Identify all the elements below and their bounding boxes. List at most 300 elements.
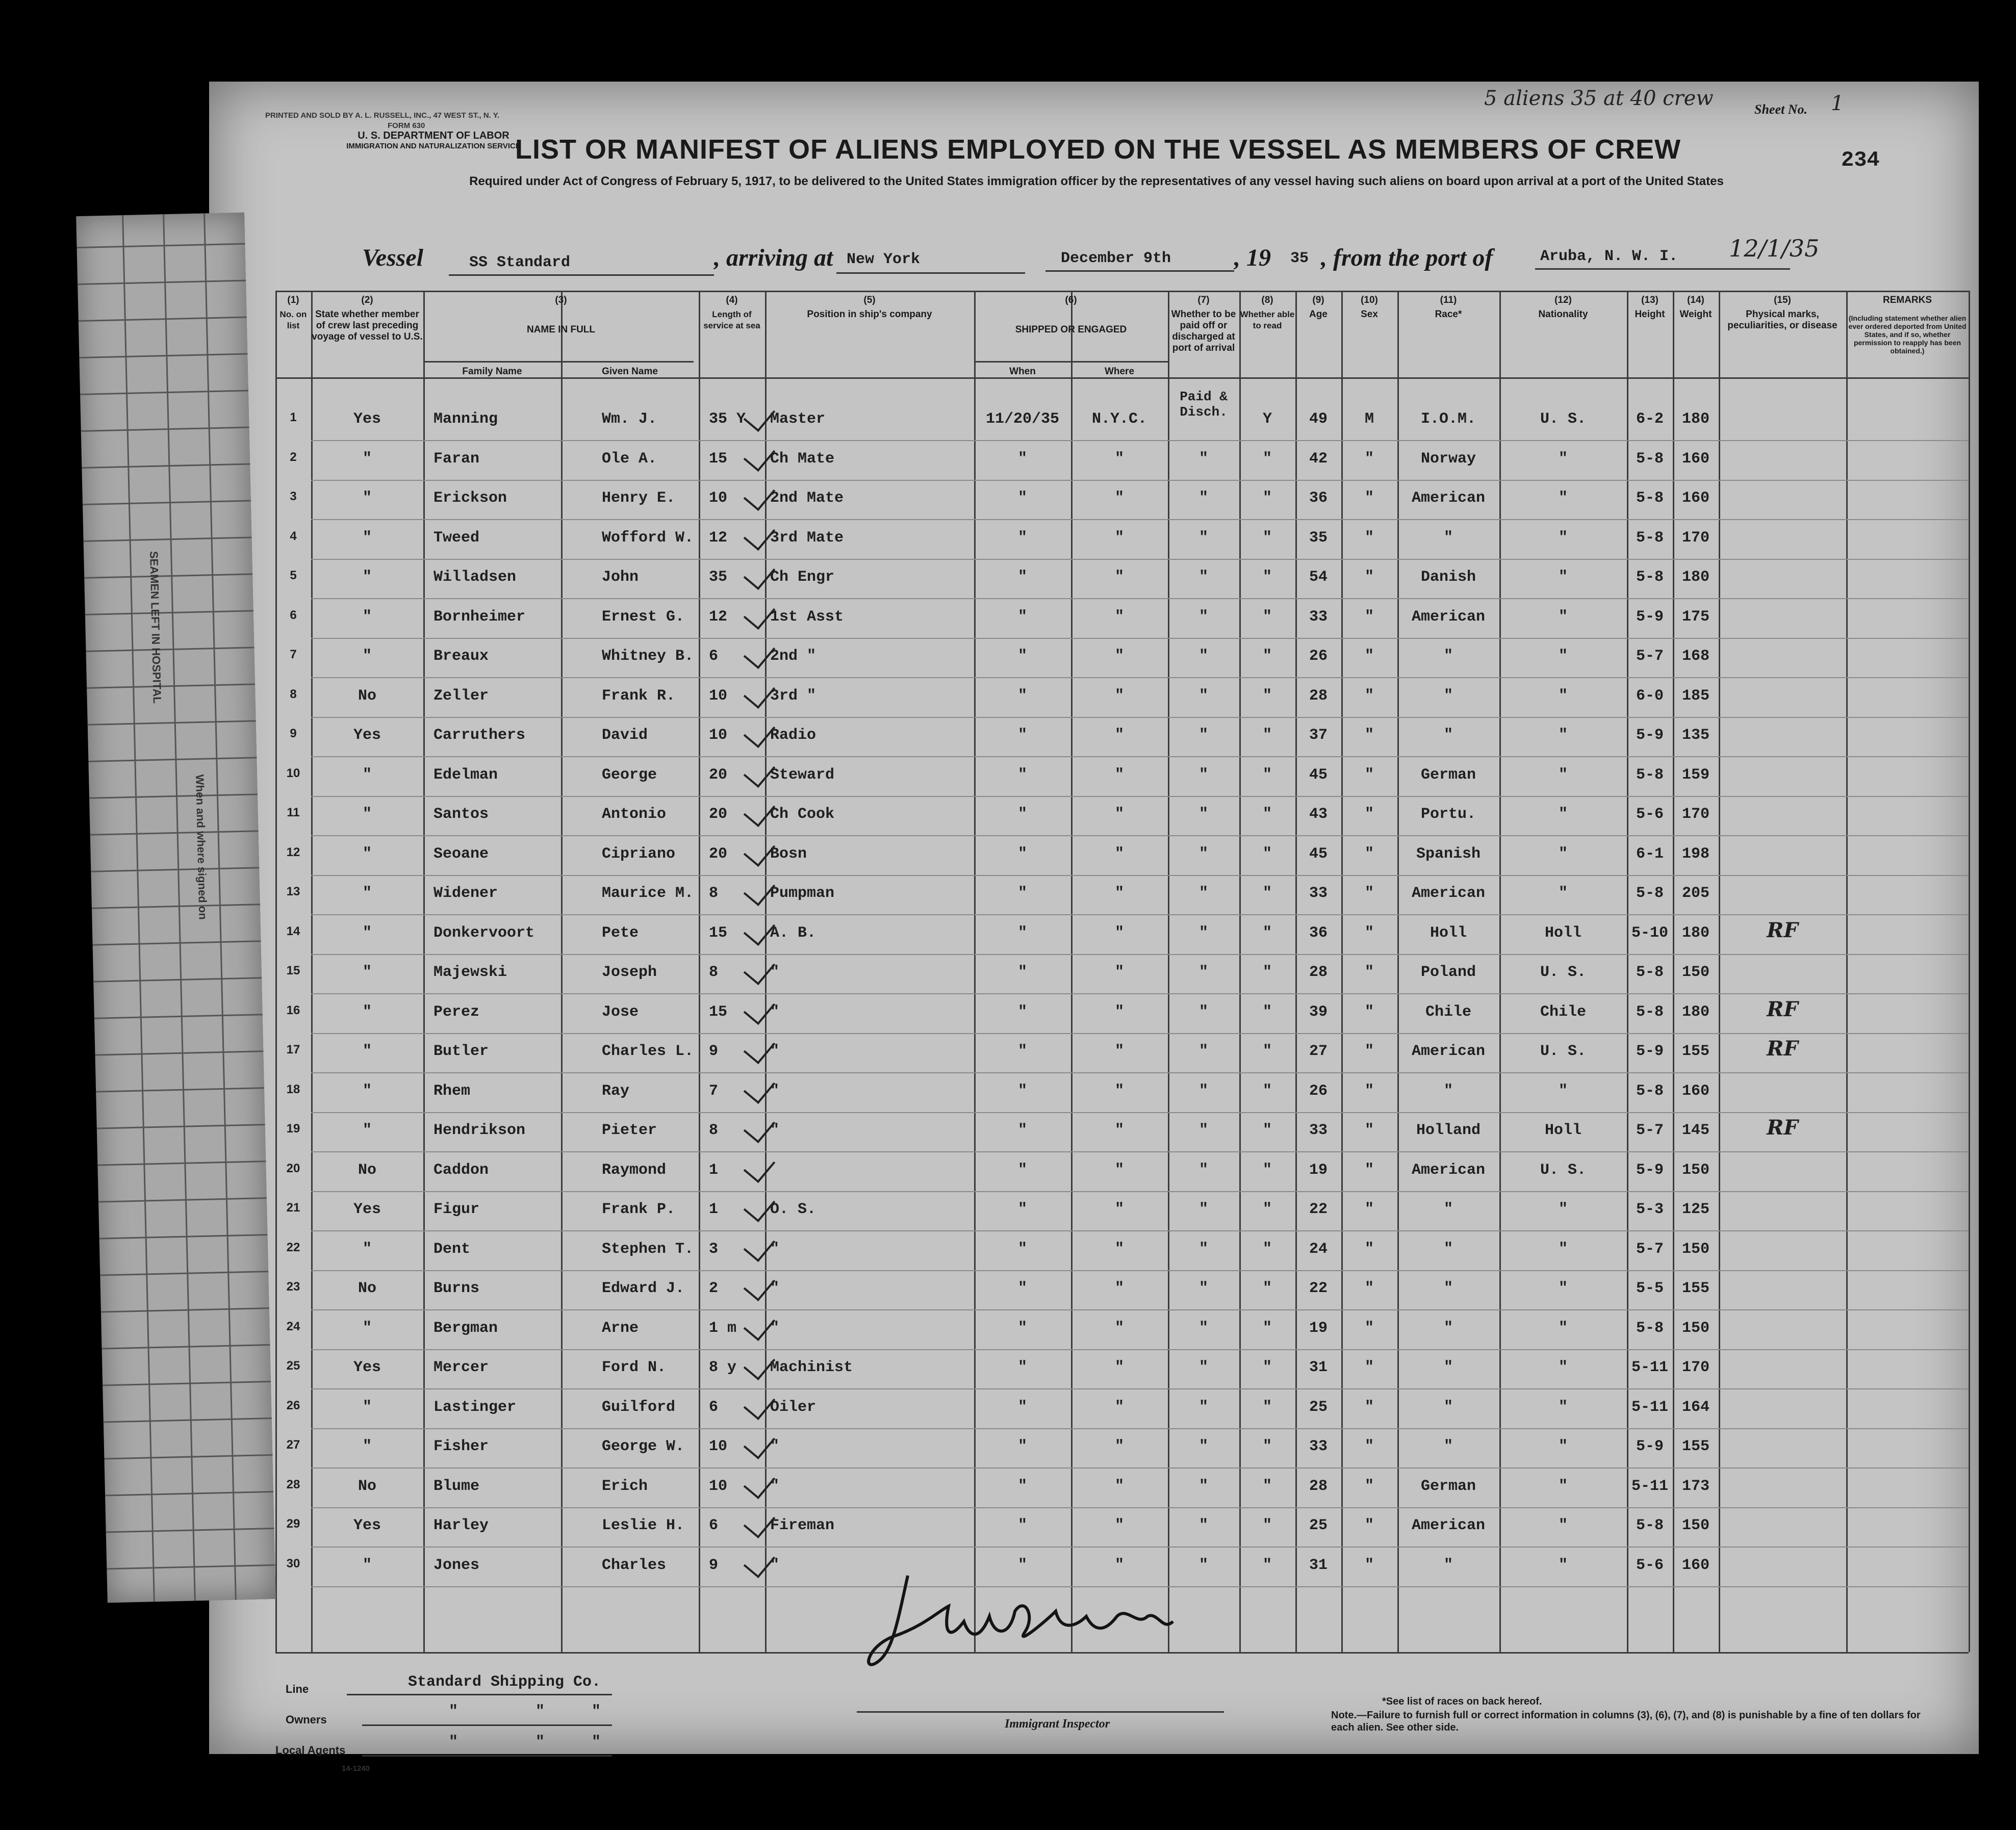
row-1-service: 35 Y (709, 410, 746, 428)
row-3-no: 3 (290, 489, 297, 503)
row-22-age: 24 (1309, 1240, 1328, 1258)
row-15-when: " (1017, 964, 1027, 981)
row-16-height: 5-8 (1636, 1003, 1664, 1021)
row-2-sex: " (1364, 450, 1374, 468)
row-16-nat: Chile (1540, 1003, 1586, 1021)
row-2-where: " (1114, 450, 1124, 468)
row-17-height: 5-9 (1636, 1043, 1664, 1060)
row-13-height: 5-8 (1636, 885, 1664, 902)
arrival-year: 35 (1290, 250, 1309, 267)
owners-label: Owners (286, 1713, 327, 1726)
row-12-no: 12 (286, 845, 300, 859)
row-15-no: 15 (286, 964, 300, 977)
row-28-service: 10 (709, 1477, 728, 1495)
row-10-read: " (1262, 766, 1272, 784)
row-23-when: " (1017, 1280, 1027, 1297)
row-11-where: " (1114, 806, 1124, 823)
row-4-race: " (1443, 529, 1453, 547)
row-11-paid: " (1198, 806, 1208, 823)
column-number-15: (15) (1774, 295, 1791, 305)
row-14-marks: RF (1767, 918, 1798, 942)
row-27-age: 33 (1309, 1438, 1328, 1455)
row-19-where: " (1114, 1122, 1124, 1139)
column-header-7: Whether to be paid off or discharged at port of arrival (1171, 309, 1236, 353)
row-3-paid: " (1198, 489, 1208, 507)
row-15-position: " (770, 964, 780, 981)
row-14-weight: 180 (1681, 924, 1709, 942)
row-11-weight: 170 (1681, 806, 1709, 823)
row-22-position: " (770, 1240, 780, 1258)
row-1-read: Y (1262, 410, 1272, 428)
row-19-when: " (1017, 1122, 1027, 1139)
column-number-2: (2) (361, 295, 373, 305)
row-27-height: 5-9 (1636, 1438, 1664, 1455)
row-8-age: 28 (1309, 687, 1328, 705)
row-27-given: George W. (602, 1438, 685, 1455)
row-22-weight: 150 (1681, 1240, 1709, 1258)
row-5-age: 54 (1309, 569, 1328, 586)
row-16-marks: RF (1767, 997, 1798, 1021)
row-20-family: Caddon (433, 1161, 489, 1179)
row-26-no: 26 (286, 1398, 300, 1412)
row-20-height: 5-9 (1636, 1161, 1664, 1179)
row-12-sex: " (1364, 845, 1374, 863)
row-9-height: 5-9 (1636, 727, 1664, 744)
stub-signed-label: When and where signed on (193, 774, 210, 920)
page-stamp: 234 (1841, 148, 1880, 172)
row-24-race: " (1443, 1319, 1453, 1337)
row-26-paid: " (1198, 1398, 1208, 1416)
row-25-sex: " (1364, 1359, 1374, 1376)
row-14-nat: Holl (1544, 924, 1581, 942)
races-note: *See list of races on back hereof. (1382, 1696, 1542, 1707)
row-16-read: " (1262, 1003, 1272, 1021)
row-16-where: " (1114, 1003, 1124, 1021)
row-21-nat: " (1558, 1201, 1568, 1218)
column-number-7: (7) (1197, 295, 1210, 305)
row-20-sex: " (1364, 1161, 1374, 1179)
handwritten-crew-count: 5 aliens 35 at 40 crew (1484, 87, 1714, 110)
printer-line: PRINTED AND SOLD BY A. L. RUSSELL, INC., 47 WEST ST., N. Y. (265, 111, 500, 120)
row-16-age: 39 (1309, 1003, 1328, 1021)
row-21-weight: 125 (1681, 1201, 1709, 1218)
row-9-given: David (602, 727, 648, 744)
row-3-family: Erickson (433, 489, 507, 507)
row-12-read: " (1262, 845, 1272, 863)
row-7-position: 2nd " (770, 648, 816, 665)
row-7-weight: 168 (1681, 648, 1709, 665)
row-26-sex: " (1364, 1398, 1374, 1416)
row-26-given: Guilford (602, 1398, 676, 1416)
row-2-family: Faran (433, 450, 480, 468)
agents-label: Local Agents (275, 1744, 346, 1757)
row-15-age: 28 (1309, 964, 1328, 981)
row-22-race: " (1443, 1240, 1453, 1258)
row-7-age: 26 (1309, 648, 1328, 665)
row-12-height: 6-1 (1636, 845, 1664, 863)
row-15-given: Joseph (602, 964, 657, 981)
line-label: Line (286, 1683, 309, 1695)
remarks-detail: (Including statement whether alien ever ordered deported from United States, and if so, whether permission to reapply has been obtained.) (1848, 314, 1967, 355)
row-30-service: 9 (709, 1556, 719, 1574)
row-11-read: " (1262, 806, 1272, 823)
row-25-nat: " (1558, 1359, 1568, 1376)
row-17-when: " (1017, 1043, 1027, 1060)
row-24-no: 24 (286, 1319, 300, 1333)
row-17-given: Charles L. (602, 1043, 694, 1060)
line-company: Standard Shipping Co. (408, 1673, 601, 1691)
row-18-paid: " (1198, 1082, 1208, 1100)
row-4-weight: 170 (1681, 529, 1709, 547)
row-9-prev: Yes (353, 727, 381, 744)
row-7-prev: " (362, 648, 372, 665)
row-27-prev: " (362, 1438, 372, 1455)
row-27-family: Fisher (433, 1438, 489, 1455)
row-12-when: " (1017, 845, 1027, 863)
row-14-read: " (1262, 924, 1272, 942)
row-18-position: " (770, 1082, 780, 1100)
row-22-service: 3 (709, 1240, 719, 1258)
row-8-service: 10 (709, 687, 728, 705)
row-23-where: " (1114, 1280, 1124, 1297)
row-5-prev: " (362, 569, 372, 586)
column-number-10: (10) (1361, 295, 1378, 305)
row-30-family: Jones (433, 1556, 480, 1574)
row-23-paid: " (1198, 1280, 1208, 1297)
row-16-family: Perez (433, 1003, 480, 1021)
given-name-header: Given Name (602, 366, 658, 377)
row-30-prev: " (362, 1556, 372, 1574)
row-11-sex: " (1364, 806, 1374, 823)
row-4-paid: " (1198, 529, 1208, 547)
row-1-when: 11/20/35 (985, 410, 1060, 428)
row-5-given: John (602, 569, 639, 586)
row-3-race: American (1411, 489, 1486, 507)
row-23-age: 22 (1309, 1280, 1328, 1297)
row-28-weight: 173 (1681, 1477, 1709, 1495)
row-9-sex: " (1364, 727, 1374, 744)
row-6-when: " (1017, 608, 1027, 626)
row-3-service: 10 (709, 489, 728, 507)
row-15-height: 5-8 (1636, 964, 1664, 981)
row-28-family: Blume (433, 1477, 480, 1495)
row-30-race: " (1443, 1556, 1453, 1574)
row-25-weight: 170 (1681, 1359, 1709, 1376)
row-12-where: " (1114, 845, 1124, 863)
row-18-read: " (1262, 1082, 1272, 1100)
row-11-service: 20 (709, 806, 728, 823)
row-2-nat: " (1558, 450, 1568, 468)
row-23-family: Burns (433, 1280, 480, 1297)
sheet-label: Sheet No. (1754, 102, 1807, 117)
row-27-nat: " (1558, 1438, 1568, 1455)
column-number-14: (14) (1687, 295, 1704, 305)
row-28-read: " (1262, 1477, 1272, 1495)
row-21-read: " (1262, 1201, 1272, 1218)
row-5-position: Ch Engr (770, 569, 835, 586)
manifest-sheet (209, 82, 1979, 1773)
row-17-where: " (1114, 1043, 1124, 1060)
row-21-age: 22 (1309, 1201, 1328, 1218)
row-20-when: " (1017, 1161, 1027, 1179)
row-4-sex: " (1364, 529, 1374, 547)
owners-ditto-2: " (535, 1703, 545, 1720)
row-11-when: " (1017, 806, 1027, 823)
row-26-prev: " (362, 1398, 372, 1416)
row-1-prev: Yes (353, 410, 381, 428)
row-4-where: " (1114, 529, 1124, 547)
row-2-read: " (1262, 450, 1272, 468)
family-name-header: Family Name (462, 366, 522, 377)
row-3-height: 5-8 (1636, 489, 1664, 507)
department-name: U. S. DEPARTMENT OF LABOR (358, 130, 509, 141)
row-18-race: " (1443, 1082, 1453, 1100)
stub-hospital-label: SEAMEN LEFT IN HOSPITAL (147, 551, 164, 704)
row-22-nat: " (1558, 1240, 1568, 1258)
column-number-13: (13) (1641, 295, 1658, 305)
row-24-where: " (1114, 1319, 1124, 1337)
row-25-position: Machinist (770, 1359, 853, 1376)
inspector-signature (862, 1560, 1178, 1683)
row-21-when: " (1017, 1201, 1027, 1218)
row-23-sex: " (1364, 1280, 1374, 1297)
arriving-port: New York (847, 251, 921, 268)
row-25-family: Mercer (433, 1359, 489, 1376)
row-18-age: 26 (1309, 1082, 1328, 1100)
row-2-when: " (1017, 450, 1027, 468)
row-10-paid: " (1198, 766, 1208, 784)
row-25-age: 31 (1309, 1359, 1328, 1376)
row-28-height: 5-11 (1631, 1477, 1668, 1495)
row-13-sex: " (1364, 885, 1374, 902)
row-5-sex: " (1364, 569, 1374, 586)
row-8-paid: " (1198, 687, 1208, 705)
row-29-where: " (1114, 1517, 1124, 1534)
row-7-race: " (1443, 648, 1453, 665)
row-17-service: 9 (709, 1043, 719, 1060)
agents-ditto-1: " (449, 1734, 458, 1751)
row-4-given: Wofford W. (602, 529, 694, 547)
row-21-height: 5-3 (1636, 1201, 1664, 1218)
row-22-no: 22 (286, 1240, 300, 1254)
row-12-weight: 198 (1681, 845, 1709, 863)
row-15-sex: " (1364, 964, 1374, 981)
row-30-height: 5-6 (1636, 1556, 1664, 1574)
row-23-height: 5-5 (1636, 1280, 1664, 1297)
row-19-position: " (770, 1122, 780, 1139)
row-12-prev: " (362, 845, 372, 863)
row-17-paid: " (1198, 1043, 1208, 1060)
row-22-read: " (1262, 1240, 1272, 1258)
row-2-race: Norway (1420, 450, 1476, 468)
column-header-14: Weight (1679, 309, 1712, 320)
row-5-read: " (1262, 569, 1272, 586)
row-19-nat: Holl (1544, 1122, 1581, 1139)
departure-port: Aruba, N. W. I. (1540, 248, 1678, 265)
row-6-paid: " (1198, 608, 1208, 626)
row-22-height: 5-7 (1636, 1240, 1664, 1258)
row-7-family: Breaux (433, 648, 489, 665)
row-7-no: 7 (290, 648, 297, 661)
row-4-height: 5-8 (1636, 529, 1664, 547)
column-number-6: (6) (1065, 295, 1077, 305)
row-14-age: 36 (1309, 924, 1328, 942)
row-1-position: Master (770, 410, 826, 428)
row-13-nat: " (1558, 885, 1568, 902)
row-17-prev: " (362, 1043, 372, 1060)
row-18-prev: " (362, 1082, 372, 1100)
inspector-label: Immigrant Inspector (1005, 1717, 1110, 1731)
row-22-given: Stephen T. (602, 1240, 694, 1258)
row-15-family: Majewski (433, 964, 507, 981)
row-26-read: " (1262, 1398, 1272, 1416)
row-19-given: Pieter (602, 1122, 657, 1139)
row-1-nat: U. S. (1540, 410, 1586, 428)
row-22-when: " (1017, 1240, 1027, 1258)
column-header-8: Whether able to read (1240, 310, 1295, 330)
row-22-sex: " (1364, 1240, 1374, 1258)
row-23-service: 2 (709, 1280, 719, 1297)
row-1-race: I.O.M. (1420, 410, 1476, 428)
row-13-where: " (1114, 885, 1124, 902)
row-8-family: Zeller (433, 687, 489, 705)
row-14-family: Donkervoort (433, 924, 535, 942)
row-14-sex: " (1364, 924, 1374, 942)
row-19-weight: 145 (1681, 1122, 1709, 1139)
row-6-family: Bornheimer (433, 608, 526, 626)
row-26-service: 6 (709, 1398, 719, 1416)
row-19-no: 19 (286, 1122, 300, 1136)
row-29-age: 25 (1309, 1517, 1328, 1534)
row-27-weight: 155 (1681, 1438, 1709, 1455)
row-17-sex: " (1364, 1043, 1374, 1060)
row-18-where: " (1114, 1082, 1124, 1100)
row-13-read: " (1262, 885, 1272, 902)
row-18-weight: 160 (1681, 1082, 1709, 1100)
row-10-prev: " (362, 766, 372, 784)
row-28-nat: " (1558, 1477, 1568, 1495)
row-1-no: 1 (290, 410, 297, 424)
row-5-where: " (1114, 569, 1124, 586)
row-9-read: " (1262, 727, 1272, 744)
row-3-where: " (1114, 489, 1124, 507)
row-24-age: 19 (1309, 1319, 1328, 1337)
row-8-weight: 185 (1681, 687, 1709, 705)
row-10-age: 45 (1309, 766, 1328, 784)
row-12-service: 20 (709, 845, 728, 863)
page-title: LIST OR MANIFEST OF ALIENS EMPLOYED ON THE VESSEL AS MEMBERS OF CREW (515, 134, 1681, 165)
row-4-position: 3rd Mate (770, 529, 844, 547)
agents-ditto-3: " (592, 1734, 601, 1751)
row-5-no: 5 (290, 569, 297, 582)
row-9-family: Carruthers (433, 727, 526, 744)
from-label: , from the port of (1321, 244, 1493, 271)
row-30-nat: " (1558, 1556, 1568, 1574)
row-19-paid: " (1198, 1122, 1208, 1139)
row-17-no: 17 (286, 1043, 300, 1056)
column-header-1: No. on list (279, 310, 307, 330)
row-29-service: 6 (709, 1517, 719, 1534)
row-24-paid: " (1198, 1319, 1208, 1337)
row-8-read: " (1262, 687, 1272, 705)
row-10-weight: 159 (1681, 766, 1709, 784)
row-4-nat: " (1558, 529, 1568, 547)
row-29-read: " (1262, 1517, 1272, 1534)
row-25-service: 8 y (709, 1359, 737, 1376)
row-20-no: 20 (286, 1161, 300, 1175)
row-4-when: " (1017, 529, 1027, 547)
column-header-4: Length of service at sea (703, 310, 760, 330)
row-18-no: 18 (286, 1082, 300, 1096)
row-5-paid: " (1198, 569, 1208, 586)
row-29-nat: " (1558, 1517, 1568, 1534)
row-5-service: 35 (709, 569, 728, 586)
row-10-family: Edelman (433, 766, 498, 784)
row-3-sex: " (1364, 489, 1374, 507)
row-22-where: " (1114, 1240, 1124, 1258)
row-11-position: Ch Cook (770, 806, 835, 823)
row-5-weight: 180 (1681, 569, 1709, 586)
row-26-position: Oiler (770, 1398, 816, 1416)
row-10-service: 20 (709, 766, 728, 784)
row-29-height: 5-8 (1636, 1517, 1664, 1534)
row-14-where: " (1114, 924, 1124, 942)
row-24-position: " (770, 1319, 780, 1337)
row-3-position: 2nd Mate (770, 489, 844, 507)
row-1-sex: M (1364, 410, 1374, 428)
row-13-given: Maurice M. (602, 885, 694, 902)
row-13-position: Pumpman (770, 885, 835, 902)
row-13-weight: 205 (1681, 885, 1709, 902)
row-21-family: Figur (433, 1201, 480, 1218)
row-28-no: 28 (286, 1477, 300, 1491)
row-13-prev: " (362, 885, 372, 902)
row-1-family: Manning (433, 410, 498, 428)
row-18-given: Ray (602, 1082, 630, 1100)
row-9-weight: 135 (1681, 727, 1709, 744)
row-14-paid: " (1198, 924, 1208, 942)
row-27-paid: " (1198, 1438, 1208, 1455)
row-23-position: " (770, 1280, 780, 1297)
row-8-sex: " (1364, 687, 1374, 705)
row-9-paid: " (1198, 727, 1208, 744)
row-17-nat: U. S. (1540, 1043, 1586, 1060)
row-8-position: 3rd " (770, 687, 816, 705)
row-9-age: 37 (1309, 727, 1328, 744)
agents-ditto-2: " (535, 1734, 545, 1751)
row-13-paid: " (1198, 885, 1208, 902)
row-26-when: " (1017, 1398, 1027, 1416)
row-7-read: " (1262, 648, 1272, 665)
handwritten-date: 12/1/35 (1729, 235, 1820, 262)
row-8-race: " (1443, 687, 1453, 705)
row-30-age: 31 (1309, 1556, 1328, 1574)
form-number: FORM 630 (388, 121, 425, 130)
row-27-race: " (1443, 1438, 1453, 1455)
row-1-given: Wm. J. (602, 410, 657, 428)
column-header-15: Physical marks, peculiarities, or disease (1727, 309, 1838, 331)
row-6-prev: " (362, 608, 372, 626)
row-14-service: 15 (709, 924, 728, 942)
row-23-prev: No (358, 1280, 376, 1297)
row-6-nat: " (1558, 608, 1568, 626)
column-header-3: NAME IN FULL (526, 324, 596, 335)
column-number-9: (9) (1312, 295, 1324, 305)
row-9-service: 10 (709, 727, 728, 744)
row-18-nat: " (1558, 1082, 1568, 1100)
row-14-race: Holl (1430, 924, 1467, 942)
row-6-position: 1st Asst (770, 608, 844, 626)
